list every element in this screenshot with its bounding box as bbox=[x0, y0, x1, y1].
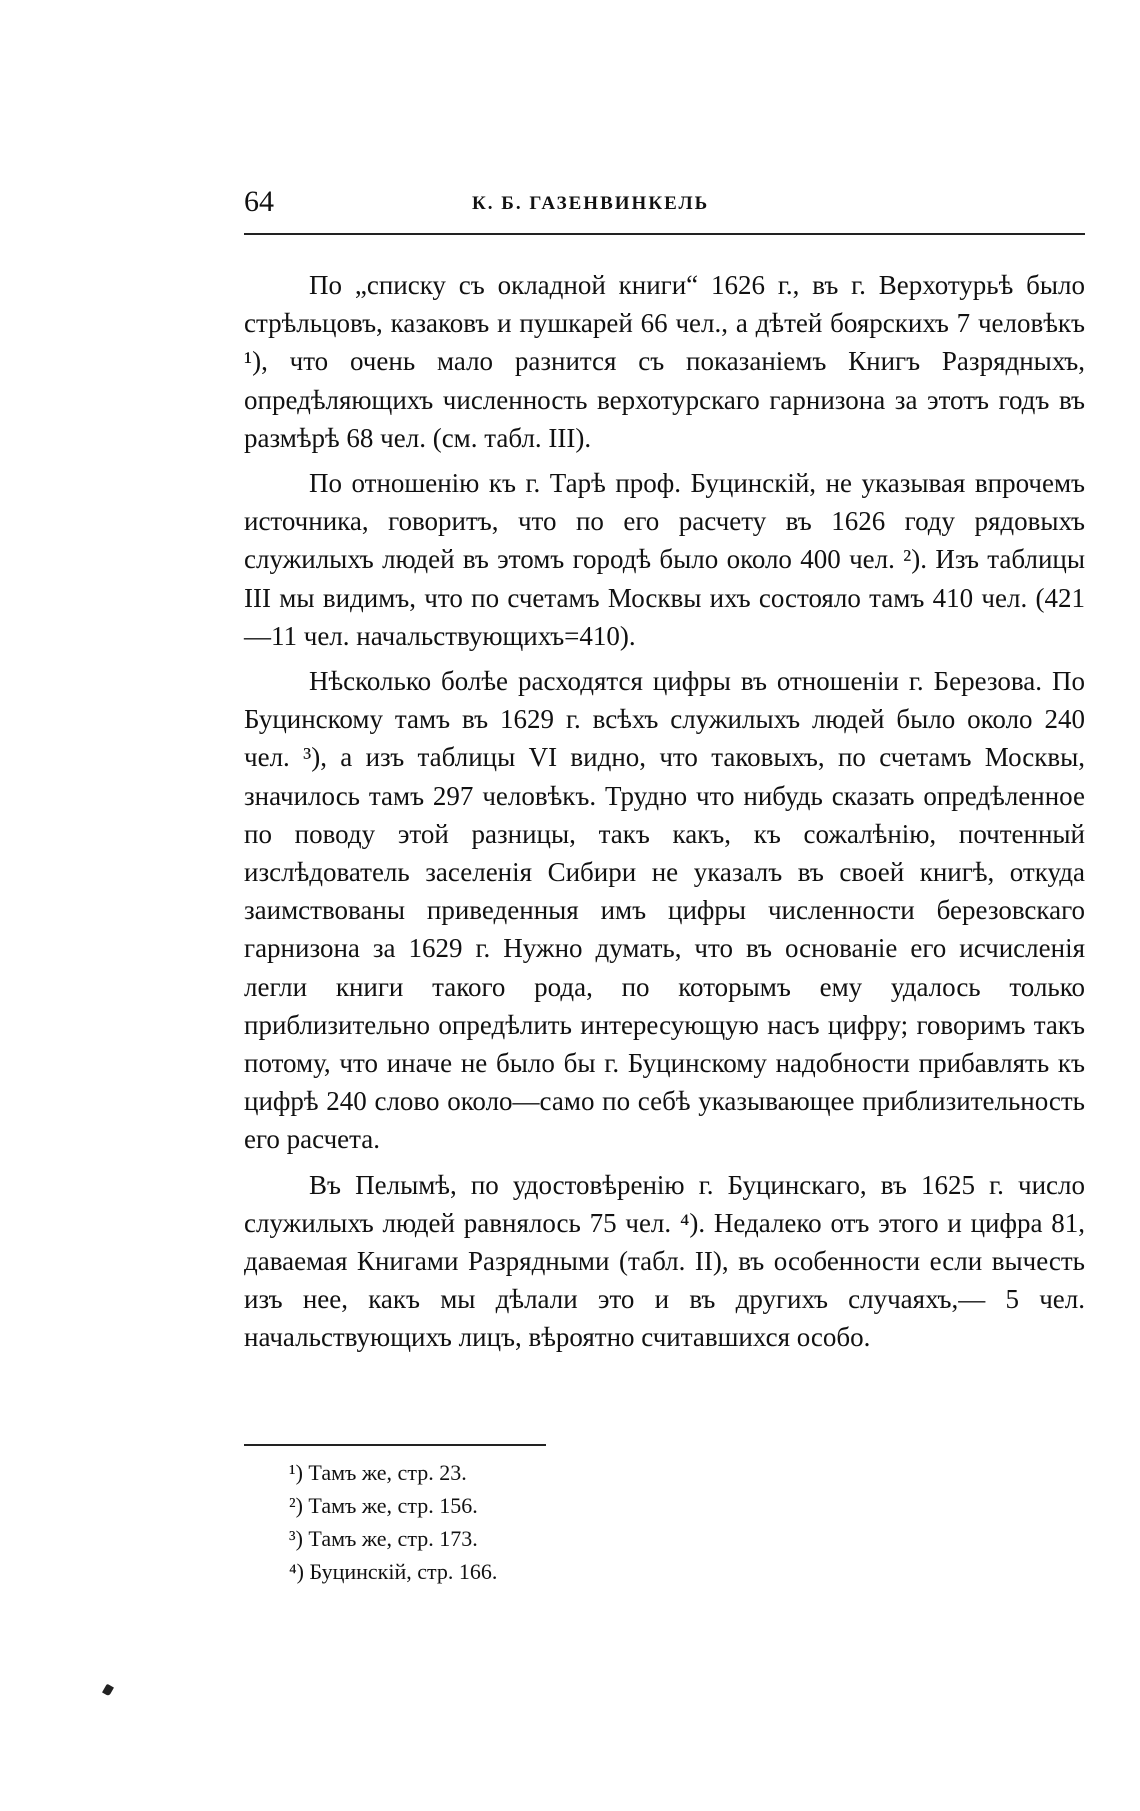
paragraph: Нѣсколько болѣе расходятся цифры въ отношеніи г. Березова. По Буцинскому тамъ въ 1629 г. всѣхъ служилыхъ людей было около 240 чел. ³), а изъ таблицы VI видно, что таковыхъ, по счетамъ Москвы, значилось тамъ 297 человѣкъ. Трудно что нибудь сказать опредѣленное по поводу этой разницы, такъ какъ, къ сожалѣнію, почтенный изслѣдователь заселенія Сибири не указалъ въ своей книгѣ, откуда заимствованы приведенныя имъ цифры численности березовскаго гарнизона за 1629 г. Нужно думать, что въ основаніе его исчисленія легли книги такого рода, по которымъ ему удалось только приблизительно опредѣлить интересующую насъ цифру; говоримъ такъ потому, что иначе не было бы г. Буцинскому надобности прибавлять къ цифрѣ 240 слово около—само по себѣ указывающее приблизительность его расчета. bbox=[244, 666, 1085, 1155]
footnote: ²) Тамъ же, стр. 156. bbox=[289, 1493, 478, 1518]
footnote: ³) Тамъ же, стр. 173. bbox=[289, 1526, 478, 1551]
running-head: К. Б. ГАЗЕНВИНКЕЛЬ bbox=[472, 193, 710, 214]
ink-mark bbox=[102, 1684, 114, 1697]
footnote: ¹) Тамъ же, стр. 23. bbox=[289, 1460, 467, 1485]
paragraph: По „списку съ окладной книги“ 1626 г., въ г. Верхотурьѣ было стрѣльцовъ, казаковъ и пушкарей 66 чел., а дѣтей боярскихъ 7 человѣкъ ¹), что очень мало разнится съ показаніемъ Книгъ Разрядныхъ, опредѣляющихъ численность верхотурскаго гарнизона за этотъ годъ въ размѣрѣ 68 чел. (см. табл. III). bbox=[244, 270, 1085, 453]
footnote: ⁴) Буцинскій, стр. 166. bbox=[289, 1559, 498, 1584]
footnotes bbox=[289, 1456, 497, 1588]
page-number: 64 bbox=[244, 185, 274, 218]
main-text bbox=[244, 266, 1085, 1364]
page-header bbox=[244, 185, 1085, 235]
paragraph: Въ Пелымѣ, по удостовѣренію г. Буцинскаго, въ 1625 г. число служилыхъ людей равнялось 75 чел. ⁴). Недалеко отъ этого и цифра 81, даваемая Книгами Разрядными (табл. II), въ особенности если вычесть изъ нее, какъ мы дѣлали это и въ другихъ случаяхъ,— 5 чел. начальствующихъ лицъ, вѣроятно считавшихся особо. bbox=[244, 1169, 1085, 1353]
paragraph: По отношенію къ г. Тарѣ проф. Буцинскій, не указывая впрочемъ источника, говоритъ, что по его расчету въ 1626 году рядовыхъ служилыхъ людей въ этомъ городѣ было около 400 чел. ²). Изъ таблицы III мы видимъ, что по счетамъ Москвы ихъ состояло тамъ 410 чел. (421—11 чел. начальствующихъ=410). bbox=[244, 468, 1085, 651]
footnote-divider bbox=[244, 1444, 546, 1446]
